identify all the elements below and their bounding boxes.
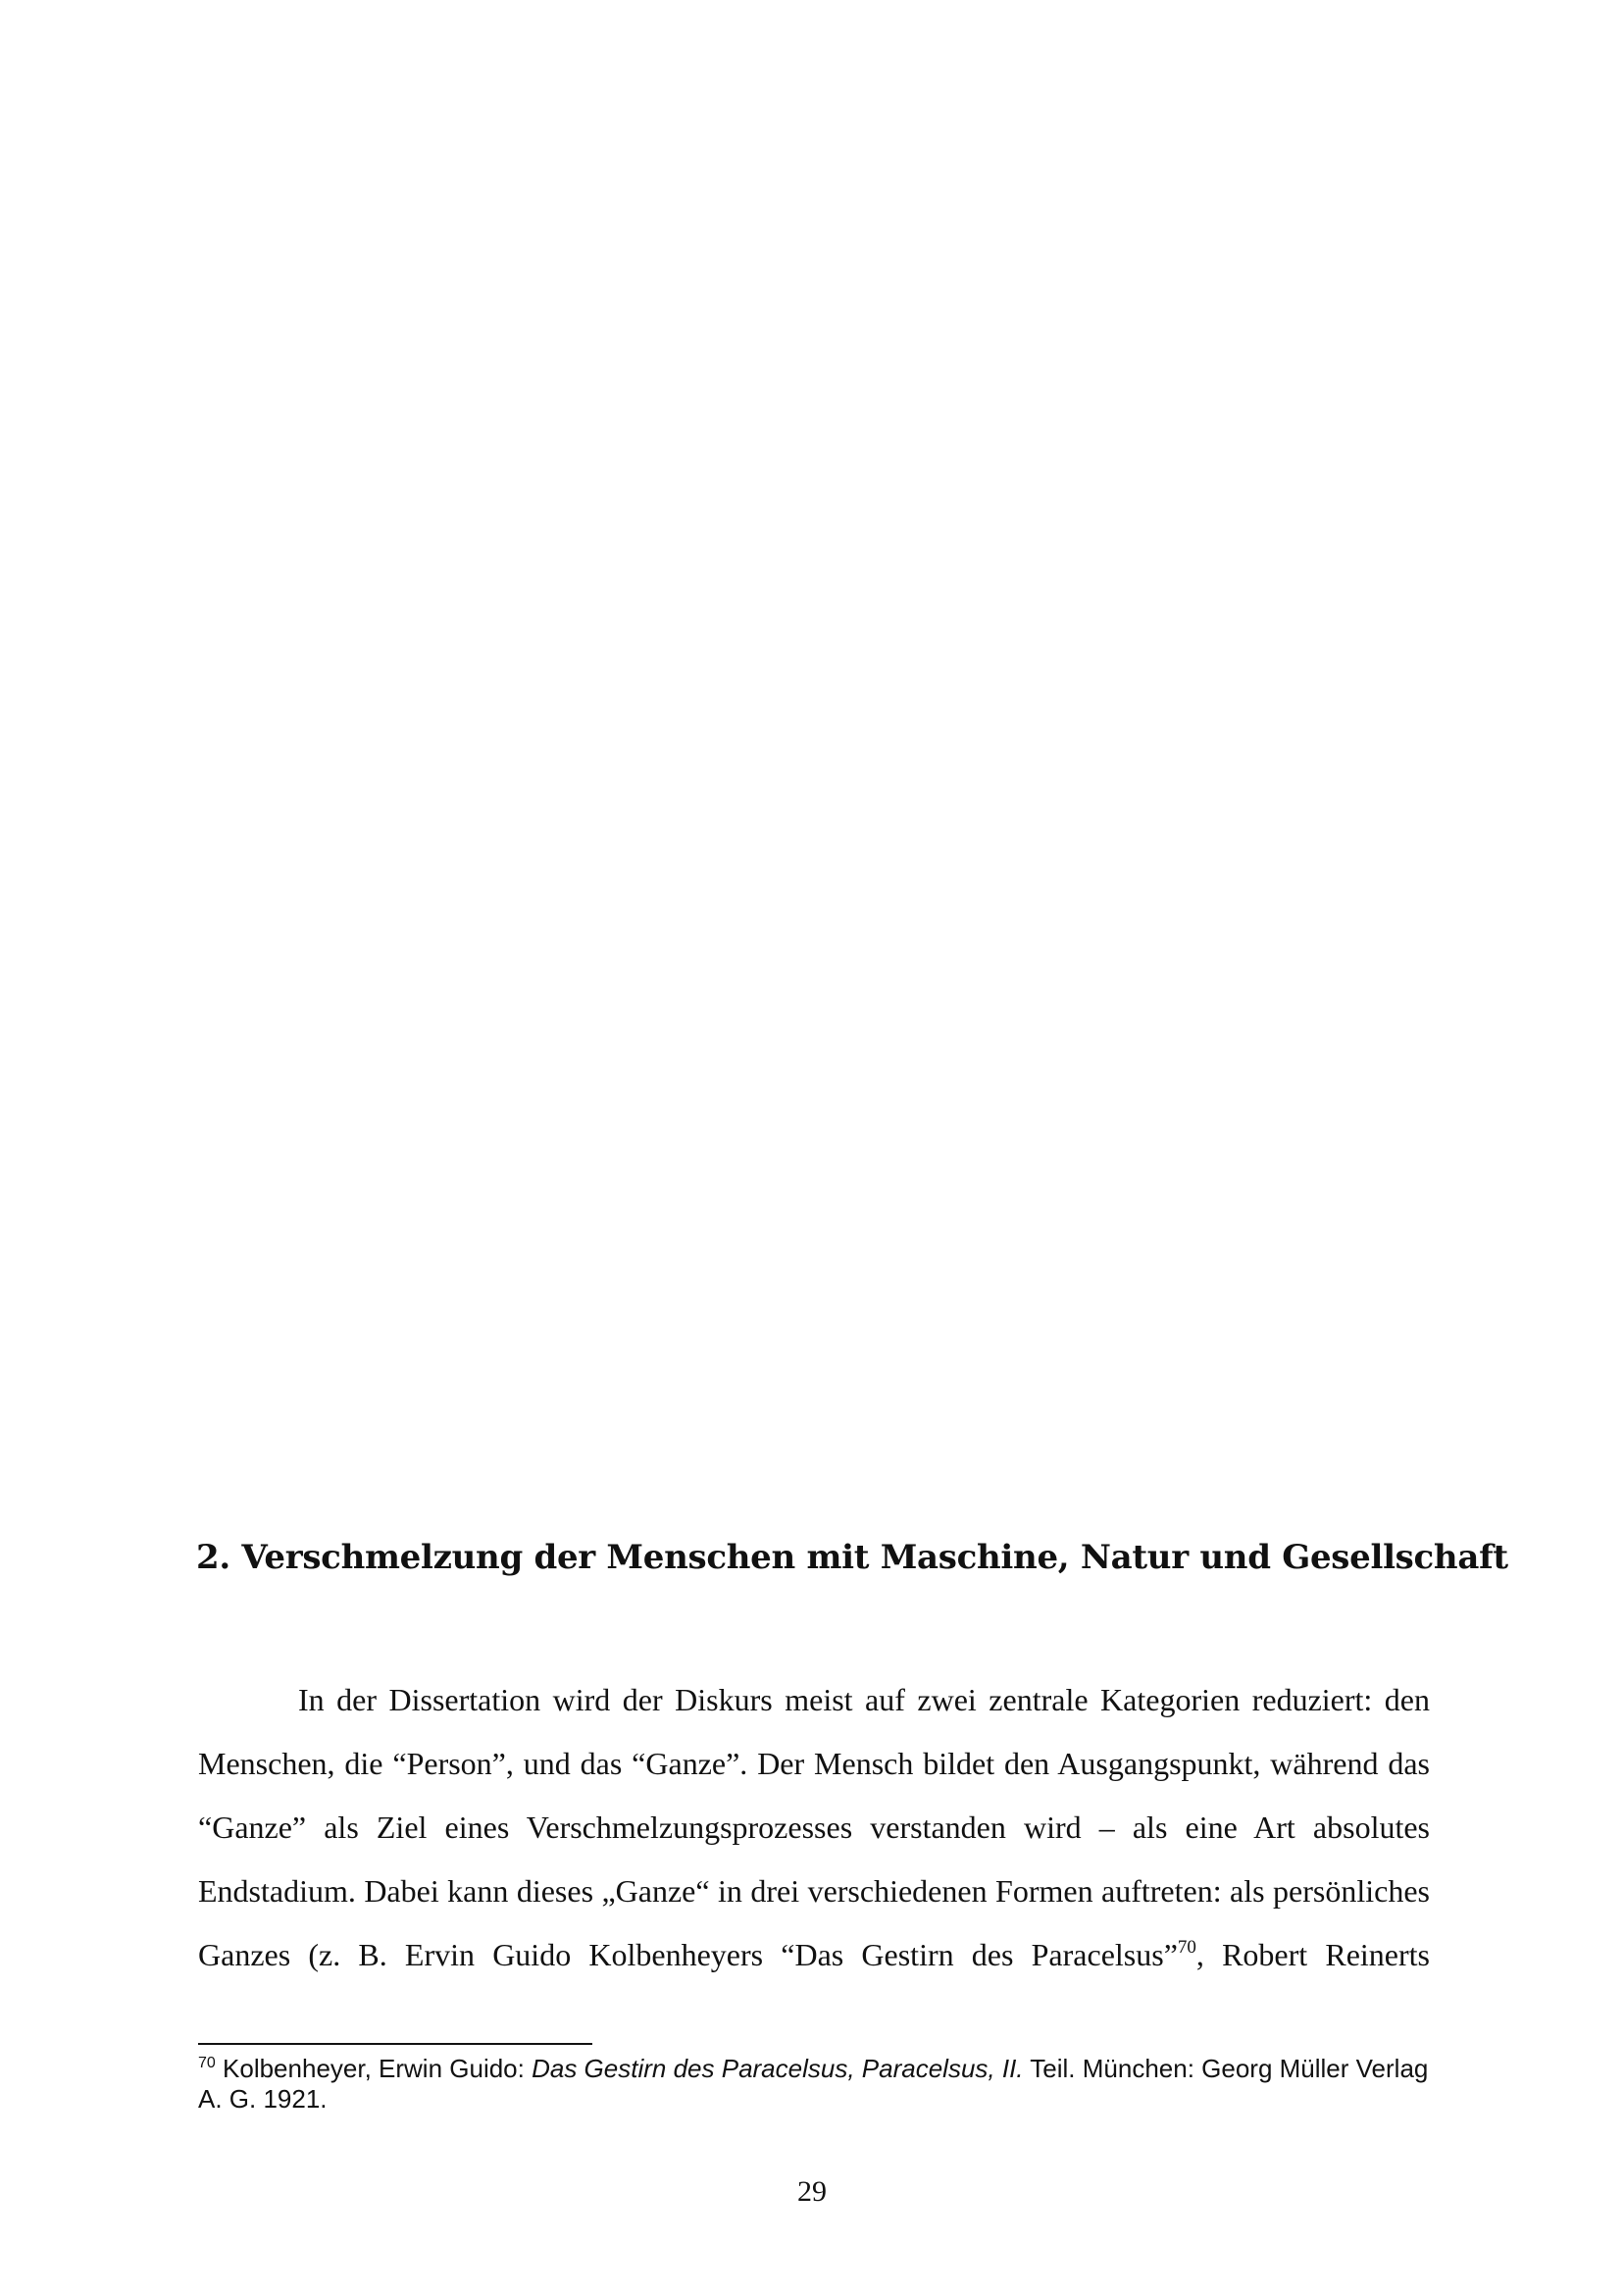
body-line-1: In der Dissertation wird der Diskurs meist auf zwei zentrale Kategorien reduziert: den xyxy=(298,1682,1430,1717)
body-line-3: “Ganze” als Ziel eines Verschmelzungsprozesses verstanden wird – als eine Art absolutes xyxy=(198,1810,1430,1845)
body-line-5 xyxy=(198,1935,1430,1974)
body-line-5-text-b: , Robert Reinerts xyxy=(1195,1937,1431,1972)
footnote xyxy=(198,2054,1430,2115)
footnote-author: Kolbenheyer, Erwin Guido: xyxy=(215,2054,533,2083)
footnote-reference[interactable]: 70 xyxy=(1177,1937,1196,1958)
footnote-title: Das Gestirn des Paracelsus, Paracelsus, II. xyxy=(532,2054,1024,2083)
page-number: 29 xyxy=(797,2175,827,2208)
body-line-2: Menschen, die “Person”, und das “Ganze”. Der Mensch bildet den Ausgangspunkt, während das xyxy=(198,1746,1430,1781)
section-heading: 2. Verschmelzung der Menschen mit Maschine, Natur und Gesellschaft xyxy=(196,1538,1508,1577)
footnote-publication: Teil. München: Georg Müller Verlag A. G. 1921. xyxy=(198,2054,1429,2114)
footnote-number: 70 xyxy=(198,2055,216,2071)
body-line-5-text-a: Ganzes (z. B. Ervin Guido Kolbenheyers “Das Gestirn des Paracelsus” xyxy=(198,1937,1178,1972)
body-line-4: Endstadium. Dabei kann dieses „Ganze“ in drei verschiedenen Formen auftreten: als persönliches xyxy=(198,1873,1430,1909)
footnote-separator xyxy=(198,2043,592,2045)
